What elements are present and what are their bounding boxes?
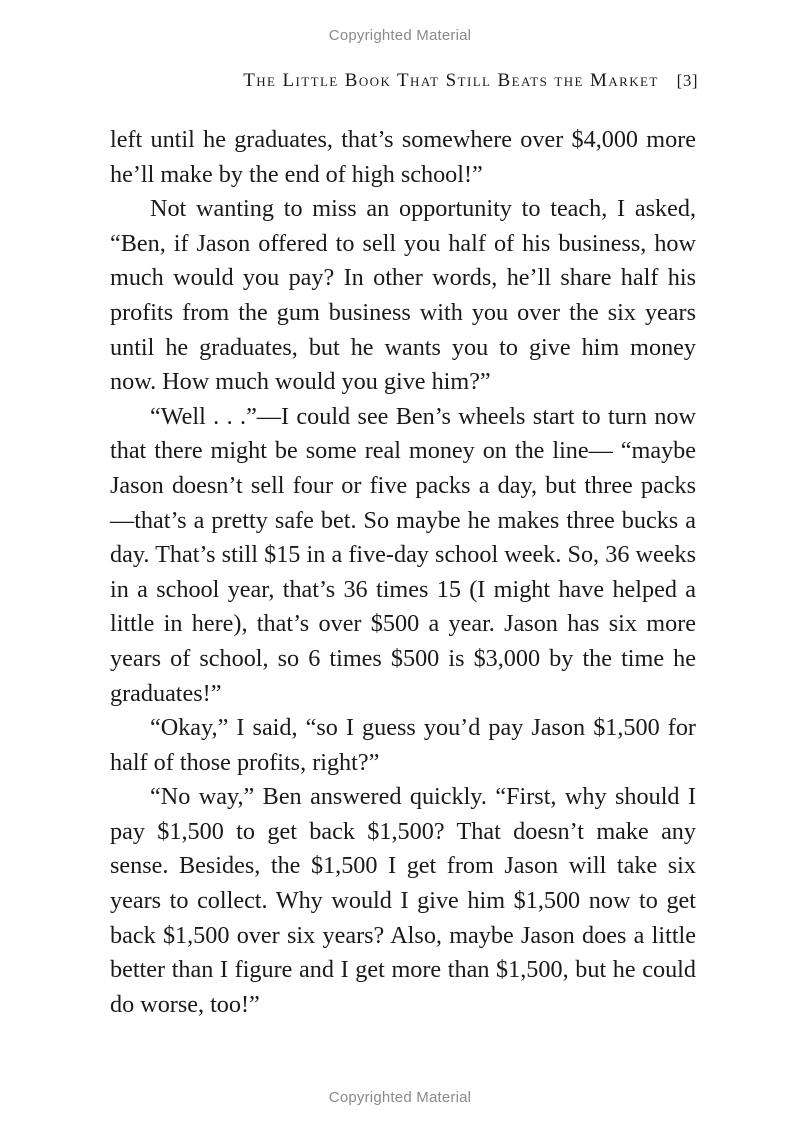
running-head <box>243 70 698 92</box>
copyright-watermark-bottom: Copyrighted Material <box>328 1089 472 1106</box>
page-number: [3] <box>676 71 698 90</box>
paragraph-continued: left until he graduates, that’s somewhere over $4,000 more he’ll make by the end of high school!” <box>110 126 696 188</box>
book-title: The Little Book That Still Beats the Market <box>243 70 659 91</box>
copyright-watermark-top: Copyrighted Material <box>328 27 472 44</box>
paragraph: “Okay,” I said, “so I guess you’d pay Jason $1,500 for half of those profits, right?” <box>110 714 696 776</box>
paragraph: “Well . . .”—I could see Ben’s wheels start to turn now that there might be some real money on the line— “maybe Jason doesn’t sell four or five packs a day, but three packs—that’s a pretty safe bet. So maybe he makes three bucks a day. That’s still $15 in a five-day school week. So, 36 weeks in a school year, that’s 36 times 15 (I might have helped a little in here), that’s over $500 a year. Jason has six more years of school, so 6 times $500 is $3,000 by the time he graduates!” <box>110 402 696 707</box>
body-text <box>110 123 696 1022</box>
paragraph: “No way,” Ben answered quickly. “First, why should I pay $1,500 to get back $1,500? That doesn’t make any sense. Besides, the $1,500 I get from Jason will take six years to collect. Why would I give him $1,500 now to get back $1,500 over six years? Also, maybe Jason does a little better than I figure and I get more than $1,500, but he could do worse, too!” <box>110 783 696 1018</box>
paragraph: Not wanting to miss an opportunity to teach, I asked, “Ben, if Jason offered to sell you half of his business, how much would you pay? In other words, he’ll share half his profits from the gum business with you over the six years until he graduates, but he wants you to give him money now. How much would you give him?” <box>110 195 696 396</box>
